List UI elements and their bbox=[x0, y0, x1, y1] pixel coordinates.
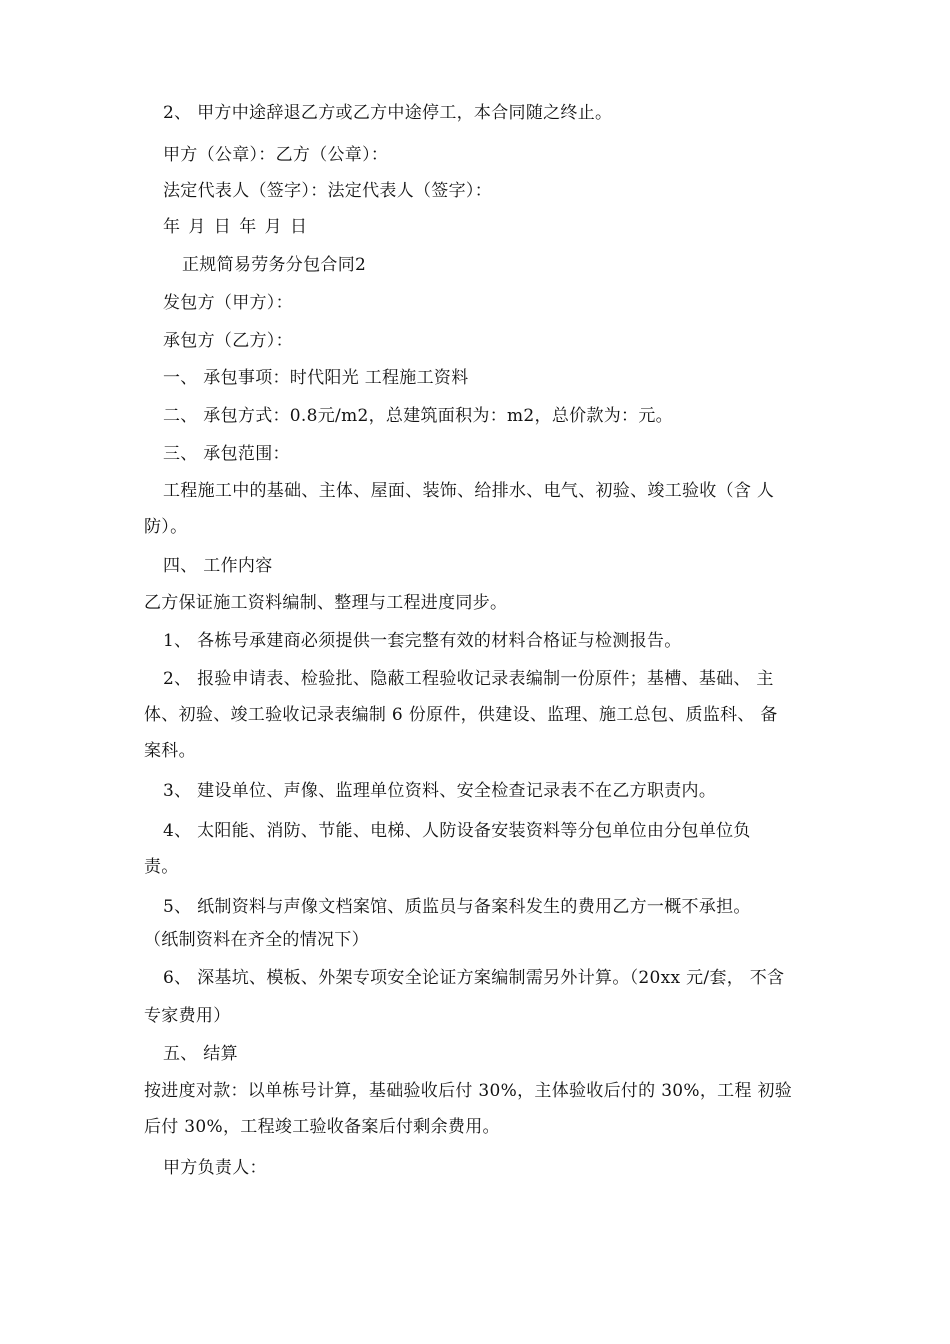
section-2-method: 二、 承包方式：0.8元/m2，总建筑面积为：m2，总价款为：元。 bbox=[163, 406, 673, 426]
item-6: 6、 深基坑、模板、外架专项安全论证方案编制需另外计算。（20xx 元/套， 不含 bbox=[163, 968, 785, 988]
settlement-text: 按进度对款：以单栋号计算，基础验收后付 30%，主体验收后付的 30%，工程 初验 bbox=[144, 1081, 793, 1101]
party-b-line: 承包方（乙方）： bbox=[163, 331, 293, 351]
section-3-heading: 三、 承包范围： bbox=[163, 444, 290, 464]
item-2-cont-2: 案科。 bbox=[144, 741, 196, 761]
signature-line: 法定代表人（签字）：法定代表人（签字）： bbox=[163, 181, 492, 201]
section-4-intro: 乙方保证施工资料编制、整理与工程进度同步。 bbox=[144, 593, 508, 613]
seal-line: 甲方（公章）：乙方（公章）： bbox=[163, 145, 389, 165]
party-a-line: 发包方（甲方）： bbox=[163, 293, 293, 313]
item-4: 4、 太阳能、消防、节能、电梯、人防设备安装资料等分包单位由分包单位负 bbox=[163, 821, 751, 841]
section-5-heading: 五、 结算 bbox=[163, 1044, 238, 1064]
item-2: 2、 报验申请表、检验批、隐蔽工程验收记录表编制一份原件；基槽、基础、 主 bbox=[163, 669, 774, 689]
item-3: 3、 建设单位、声像、监理单位资料、安全检查记录表不在乙方职责内。 bbox=[163, 781, 717, 801]
item-5-note: （纸制资料在齐全的情况下） bbox=[144, 930, 369, 950]
item-2-cont: 体、初验、竣工验收记录表编制 6 份原件，供建设、监理、施工总包、质监科、 备 bbox=[144, 705, 778, 725]
section-3-text-cont: 防）。 bbox=[144, 517, 188, 537]
clause-termination: 2、 甲方中途辞退乙方或乙方中途停工，本合同随之终止。 bbox=[163, 103, 613, 123]
item-1: 1、 各栋号承建商必须提供一套完整有效的材料合格证与检测报告。 bbox=[163, 631, 682, 651]
party-a-representative: 甲方负责人： bbox=[163, 1158, 267, 1178]
item-6-cont: 专家费用） bbox=[144, 1006, 231, 1026]
section-1-scope-item: 一、 承包事项：时代阳光 工程施工资料 bbox=[163, 368, 469, 388]
section-4-heading: 四、 工作内容 bbox=[163, 556, 273, 576]
date-line: 年 月 日 年 月 日 bbox=[163, 217, 309, 237]
section-3-text: 工程施工中的基础、主体、屋面、装饰、给排水、电气、初验、竣工验收（含 人 bbox=[163, 481, 775, 501]
settlement-text-cont: 后付 30%，工程竣工验收备案后付剩余费用。 bbox=[144, 1117, 500, 1137]
item-5: 5、 纸制资料与声像文档案馆、质监员与备案科发生的费用乙方一概不承担。 bbox=[163, 897, 751, 917]
contract-title: 正规简易劳务分包合同2 bbox=[182, 255, 367, 275]
item-4-cont: 责。 bbox=[144, 857, 179, 877]
